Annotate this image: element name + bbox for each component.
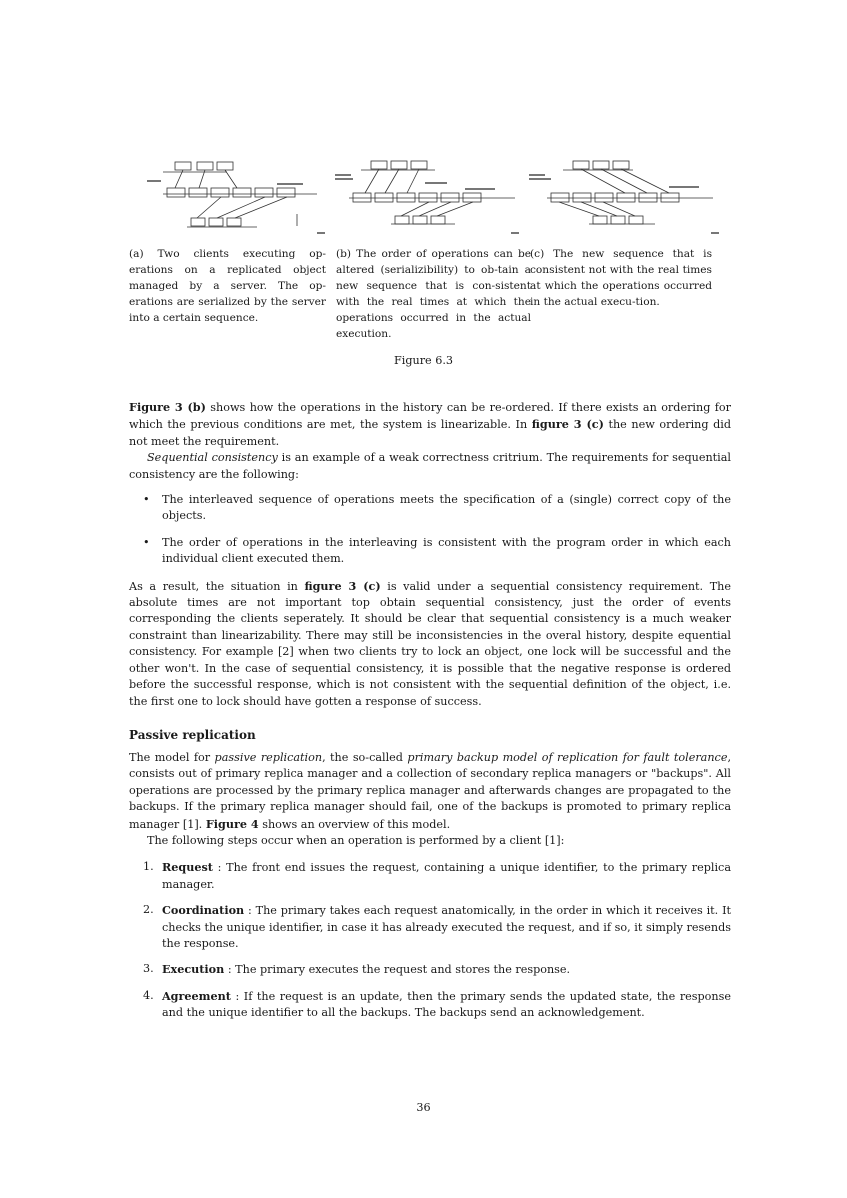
paragraph (129, 750, 731, 833)
bullet-icon: • (143, 493, 150, 507)
list-item-text: The interleaved sequence of operations meets the specification of a (single) correct copy of the objects. (162, 493, 731, 523)
text-run: shows an overview of this model. (258, 817, 451, 831)
step-text: : The front end issues the request, containing a unique identifier, to the primary replica manager. (162, 861, 731, 891)
list-item-text: The order of operations in the interleaving is consistent with the program order in which each individual client executed them. (162, 535, 731, 566)
figure-ref: figure 3 (c) (304, 578, 381, 593)
caption-c: (c) The new sequence that is consistent not with the real times at which the operations occurred in the actual execu-tion. (530, 248, 712, 309)
list-item (129, 859, 731, 893)
paragraph (129, 578, 731, 710)
step-number: 3. (143, 962, 154, 976)
term: primary backup model of replication for fault tolerance (407, 750, 728, 764)
text-run: As a result, the situation in (129, 579, 305, 593)
list-item (129, 902, 731, 952)
text-run: the new ordering did not meet the requirement. (129, 418, 732, 448)
figure-6-3 (129, 152, 732, 242)
figure-panel-c (529, 152, 725, 240)
text-run: The model for (129, 750, 215, 764)
section-heading: Passive replication (129, 727, 256, 742)
requirements-list (129, 492, 731, 568)
paragraph (129, 399, 731, 450)
steps-list (129, 859, 731, 1021)
paragraph (129, 450, 731, 483)
paragraph: The following steps occur when an operation is performed by a client [1]: (147, 833, 565, 847)
text-run: , consists out of primary replica manager and a collection of secondary replica managers or "backups". All operations are processed by the primary replica manager and afterwards changes are propagated to the backups. If the primary replica manager should fail, one of the backups is promoted to primary replica manager [1]. (129, 750, 731, 831)
body-text (129, 399, 731, 1031)
term: passive replication (214, 750, 323, 764)
step-term: Execution (162, 962, 225, 977)
step-term: Request (162, 860, 213, 875)
figure-ref: figure 3 (c) (531, 417, 604, 432)
page-number: 36 (416, 1101, 431, 1114)
step-number: 1. (143, 860, 154, 874)
list-item (129, 988, 731, 1022)
text-run: is valid under a sequential consistency requirement. The absolute times are not important top obtain sequential consistency, just the order of events corresponding the clients seperately. It should be clear that sequential consistency is a much weaker constraint than linearizability. There may still be inconsistencies in the overal history, despite equential consistency. For example [2] when two clients try to lock an object, one lock will be successful and the other won't. In the case of sequential consistency, it is possible that the negative response is ordered before the successful response, which is not consistent with the sequential definition of the object, i.e. the first one to lock should have gotten a response of success. (129, 579, 732, 708)
text-run: is an example of a weak correctness critrium. The requirements for sequential consistency are the following: (129, 451, 731, 481)
step-number: 4. (143, 988, 154, 1002)
list-item (129, 535, 731, 568)
caption-b: (b) The order of operations can be altered (serializibility) to ob-tain a new sequence that is con-sistent with the real times at which the operations occurred in the actual execution. (336, 248, 531, 341)
caption-a: (a) Two clients executing op-erations on a replicated object managed by a server. The op-erations are serialized by the server into a certain sequence. (129, 248, 326, 325)
figure-ref: Figure 4 (205, 816, 259, 831)
step-text: : The primary takes each request anatomically, in the order in which it receives it. It checks the unique identifier, in case it has already executed the request, and if so, it simply resends the response. (162, 904, 731, 950)
step-text: : If the request is an update, then the primary sends the updated state, the response and the unique identifier to all the backups. The backups send an acknowledgement. (162, 989, 731, 1020)
text-run: , the so-called (322, 750, 408, 764)
step-term: Agreement (162, 988, 231, 1003)
step-text: : The primary executes the request and stores the response. (224, 963, 571, 977)
figure-panel-b (335, 152, 525, 240)
figure-panel-a (147, 152, 337, 240)
list-item (129, 961, 731, 978)
figure-ref: Figure 3 (b) (129, 400, 206, 414)
step-number: 2. (143, 903, 154, 917)
text-run: shows how the operations in the history can be re-ordered. If there exists an ordering for which the previous conditions are met, the system is linearizable. In (129, 401, 731, 432)
figure-label: Figure 6.3 (393, 354, 454, 367)
bullet-icon: • (143, 535, 150, 549)
list-item (129, 492, 731, 525)
step-term: Coordination (162, 903, 245, 918)
term: Sequential consistency (147, 451, 278, 465)
